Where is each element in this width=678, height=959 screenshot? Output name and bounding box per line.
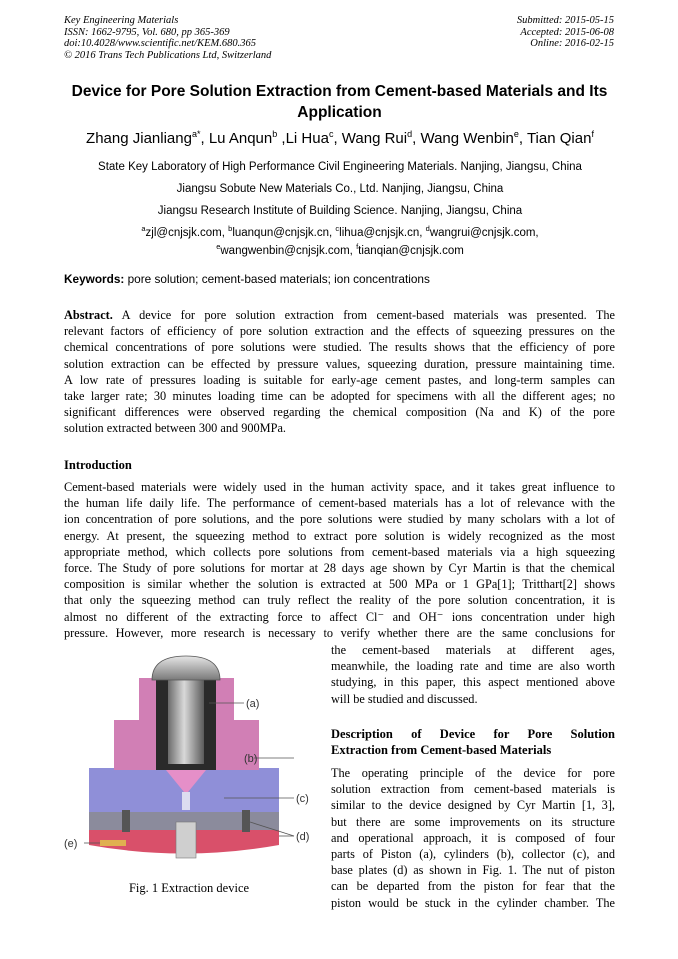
text-line: relevant factors of efficiency of pore solution extraction and the effects of squeezing pressures on the <box>64 324 615 339</box>
author-separator: , <box>200 130 209 147</box>
text-line: meanwhile, the loading rate and time are also worth <box>331 659 615 674</box>
figure-caption: Fig. 1 Extraction device <box>128 881 250 895</box>
text-line: appropriate method, which collects pore solutions from cement-based materials via a high squeezing <box>64 544 615 559</box>
label-a: (a) <box>246 698 260 710</box>
label-e: (e) <box>64 838 78 850</box>
text-line <box>64 307 615 323</box>
author-separator: , <box>518 130 527 147</box>
author-emails: $^a$zjl@cnjsjk.com, $^b$luanqun@cnjsjk.cn, $^c$lihua@cnjsjk.cn, $^d$wangrui@cnjsjk.com, $^e$wangwenbin@cnjsjk.com, $^f$tianqian@cnjsjk.com <box>141 224 539 257</box>
abstract <box>64 307 615 437</box>
text-line: A low rate of pressures loading is suitable for early-age cement pastes, and long-term samples can <box>64 372 615 387</box>
author-affiliation-marker: f <box>591 129 594 139</box>
online-date: Online: 2016-02-15 <box>530 38 614 49</box>
journal-header <box>64 15 271 61</box>
email-b: luanqun@cnjsjk.cn, <box>232 226 333 239</box>
text-line: similar to the device designed by Cyr Martin [1, 3], <box>331 798 615 813</box>
submitted-date: Submitted: 2015-05-15 <box>516 15 614 26</box>
text-line: energy. At present, the squeezing method to extract pore solution is widely recognized as the most <box>64 528 615 543</box>
label-d: (d) <box>296 831 310 843</box>
text-line: solution extracted between 300 and 900MPa. <box>64 421 286 436</box>
author-affiliation-marker: e <box>513 129 519 139</box>
piston-head <box>152 656 220 680</box>
title-line-2: Application <box>297 104 382 121</box>
author-separator: , <box>333 130 342 147</box>
introduction-continuation <box>331 642 615 707</box>
text-line: base plates (d) as shown in Fig. 1. The nut of piston <box>331 863 615 878</box>
text-line: almost no different of the extracting force to affect Cl⁻ and OH⁻ ions concentration under high <box>64 609 615 624</box>
text-line: pressure. However, more research is necessary to verify whether there are the same conclusions for <box>64 625 615 640</box>
introduction-heading: Introduction <box>64 458 132 472</box>
email-e: wangwenbin@cnjsjk.com, <box>220 244 353 257</box>
text-line: studying, in this paper, this aspect mentioned above <box>331 675 615 690</box>
title-line-1: Device for Pore Solution Extraction from Cement-based Materials and Its <box>71 83 608 100</box>
author-affiliation-marker: a* <box>191 129 201 139</box>
author-affiliation-marker: d <box>407 129 413 139</box>
text-line: the cement-based materials at different ages, <box>331 643 615 657</box>
paper-title <box>64 81 615 123</box>
journal-copyright: © 2016 Trans Tech Publications Ltd, Switzerland <box>64 49 272 61</box>
text-line: force. The Study of pore solutions for mortar at 28 days age shown by Cyr Martin is that the chemical <box>64 560 615 575</box>
bolt-right <box>242 810 250 832</box>
text-line: The operating principle of the device for pore <box>331 766 615 780</box>
author-name: Lu Anqun <box>208 130 273 147</box>
email-a: zjl@cnjsjk.com, <box>145 226 225 239</box>
email-c: lihua@cnjsjk.cn, <box>339 226 423 239</box>
text-line: can be departed from the piston for fear that the <box>331 879 615 894</box>
collector-channel <box>182 792 190 810</box>
text-line: but there are some improvements on its structure <box>331 814 615 829</box>
email-f: tianqian@cnjsjk.com <box>358 244 464 257</box>
author-separator: , <box>277 130 286 147</box>
date-header <box>517 15 614 50</box>
text-line: Cement-based materials were widely used in the human activity space, and it takes great influence to <box>64 480 615 494</box>
label-c: (c) <box>296 793 309 805</box>
keywords <box>64 272 430 286</box>
collection-vial <box>176 822 196 858</box>
text-line: composition is similar whether the solution is extracted at 500 MPa or 1 GPa[1]; Tritthart[2] shows <box>64 577 615 592</box>
text-line: solution extraction can be effected by pressure values, squeezing duration, pressure maintaining time. <box>64 356 615 371</box>
description-heading-line-2: Extraction from Cement-based Materials <box>331 743 552 757</box>
abstract-first-line: A device for pore solution extraction from cement-based materials was presented. The <box>121 308 615 322</box>
author-separator: , <box>412 130 421 147</box>
author-name: Tian Qian <box>526 130 592 147</box>
author-name: Wang Rui <box>341 130 408 147</box>
description-heading-line-1: Description of Device for Pore Solution <box>331 727 615 741</box>
text-line: chemical concentrations of pore solutions were studied. The results shows that the efficiency of pore <box>64 340 615 355</box>
text-line: take larger rate; 30 minutes loading time can be adopted for specimens with all the different ages; no <box>64 388 615 403</box>
author-name: Wang Wenbin <box>420 130 514 147</box>
text-line: piston would be stuck in the cylinder chamber. The <box>331 895 615 910</box>
text-line: and operational approach, it is composed of four <box>331 830 615 845</box>
text-line: the human life daily life. The performance of cement-based materials has a lot of relevance with the <box>64 496 615 511</box>
journal-name: Key Engineering Materials <box>64 15 179 26</box>
journal-issn: ISSN: 1662-9795, Vol. 680, pp 365-369 <box>64 26 230 38</box>
bolt-left <box>122 810 130 832</box>
author-name: Zhang Jianliang <box>86 130 192 147</box>
author-affiliation-marker: b <box>272 129 278 139</box>
text-line: parts of Piston (a), cylinders (b), collector (c), and <box>331 846 615 861</box>
piston-shaft <box>168 678 204 764</box>
abstract-label: Abstract. <box>64 308 113 322</box>
affiliation-2: Jiangsu Sobute New Materials Co., Ltd. Nanjing, Jiangsu, China <box>176 183 504 195</box>
keywords-label: Keywords: <box>64 272 125 286</box>
introduction-body <box>64 479 615 641</box>
description-body <box>331 765 615 911</box>
extraction-device-diagram <box>64 650 319 880</box>
text-line: ion concentration of pore solutions, and the pore solutions were studied by many scholars with a lot of <box>64 512 615 527</box>
description-heading <box>331 726 615 758</box>
keywords-text: pore solution; cement-based materials; ion concentrations <box>127 272 430 286</box>
text-line: significant differences were observed regarding the chemical composition (Na and K) of the pore <box>64 405 615 420</box>
affiliation-3: Jiangsu Research Institute of Building Science. Nanjing, Jiangsu, China <box>157 205 523 217</box>
label-b: (b) <box>244 753 258 765</box>
email-d: wangrui@cnjsjk.com, <box>429 226 539 239</box>
author-name: Li Hua <box>285 130 329 147</box>
text-line: solution extraction from cement-based materials is <box>331 782 615 797</box>
accepted-date: Accepted: 2015-06-08 <box>520 26 614 38</box>
affiliation-1: State Key Laboratory of High Performance Civil Engineering Materials. Nanjing, Jiangsu, China <box>98 161 582 173</box>
author-affiliation-marker: c <box>328 129 334 139</box>
extraction-device-figure <box>64 650 319 880</box>
text-line: will be studied and discussed. <box>331 691 478 706</box>
author-list <box>40 129 640 147</box>
journal-doi: doi:10.4028/www.scientific.net/KEM.680.365 <box>64 38 256 49</box>
syringe-tube <box>100 840 126 846</box>
text-line: that only the squeezing method can truly reflect the reality of the pore solution concentration, it is <box>64 593 615 608</box>
